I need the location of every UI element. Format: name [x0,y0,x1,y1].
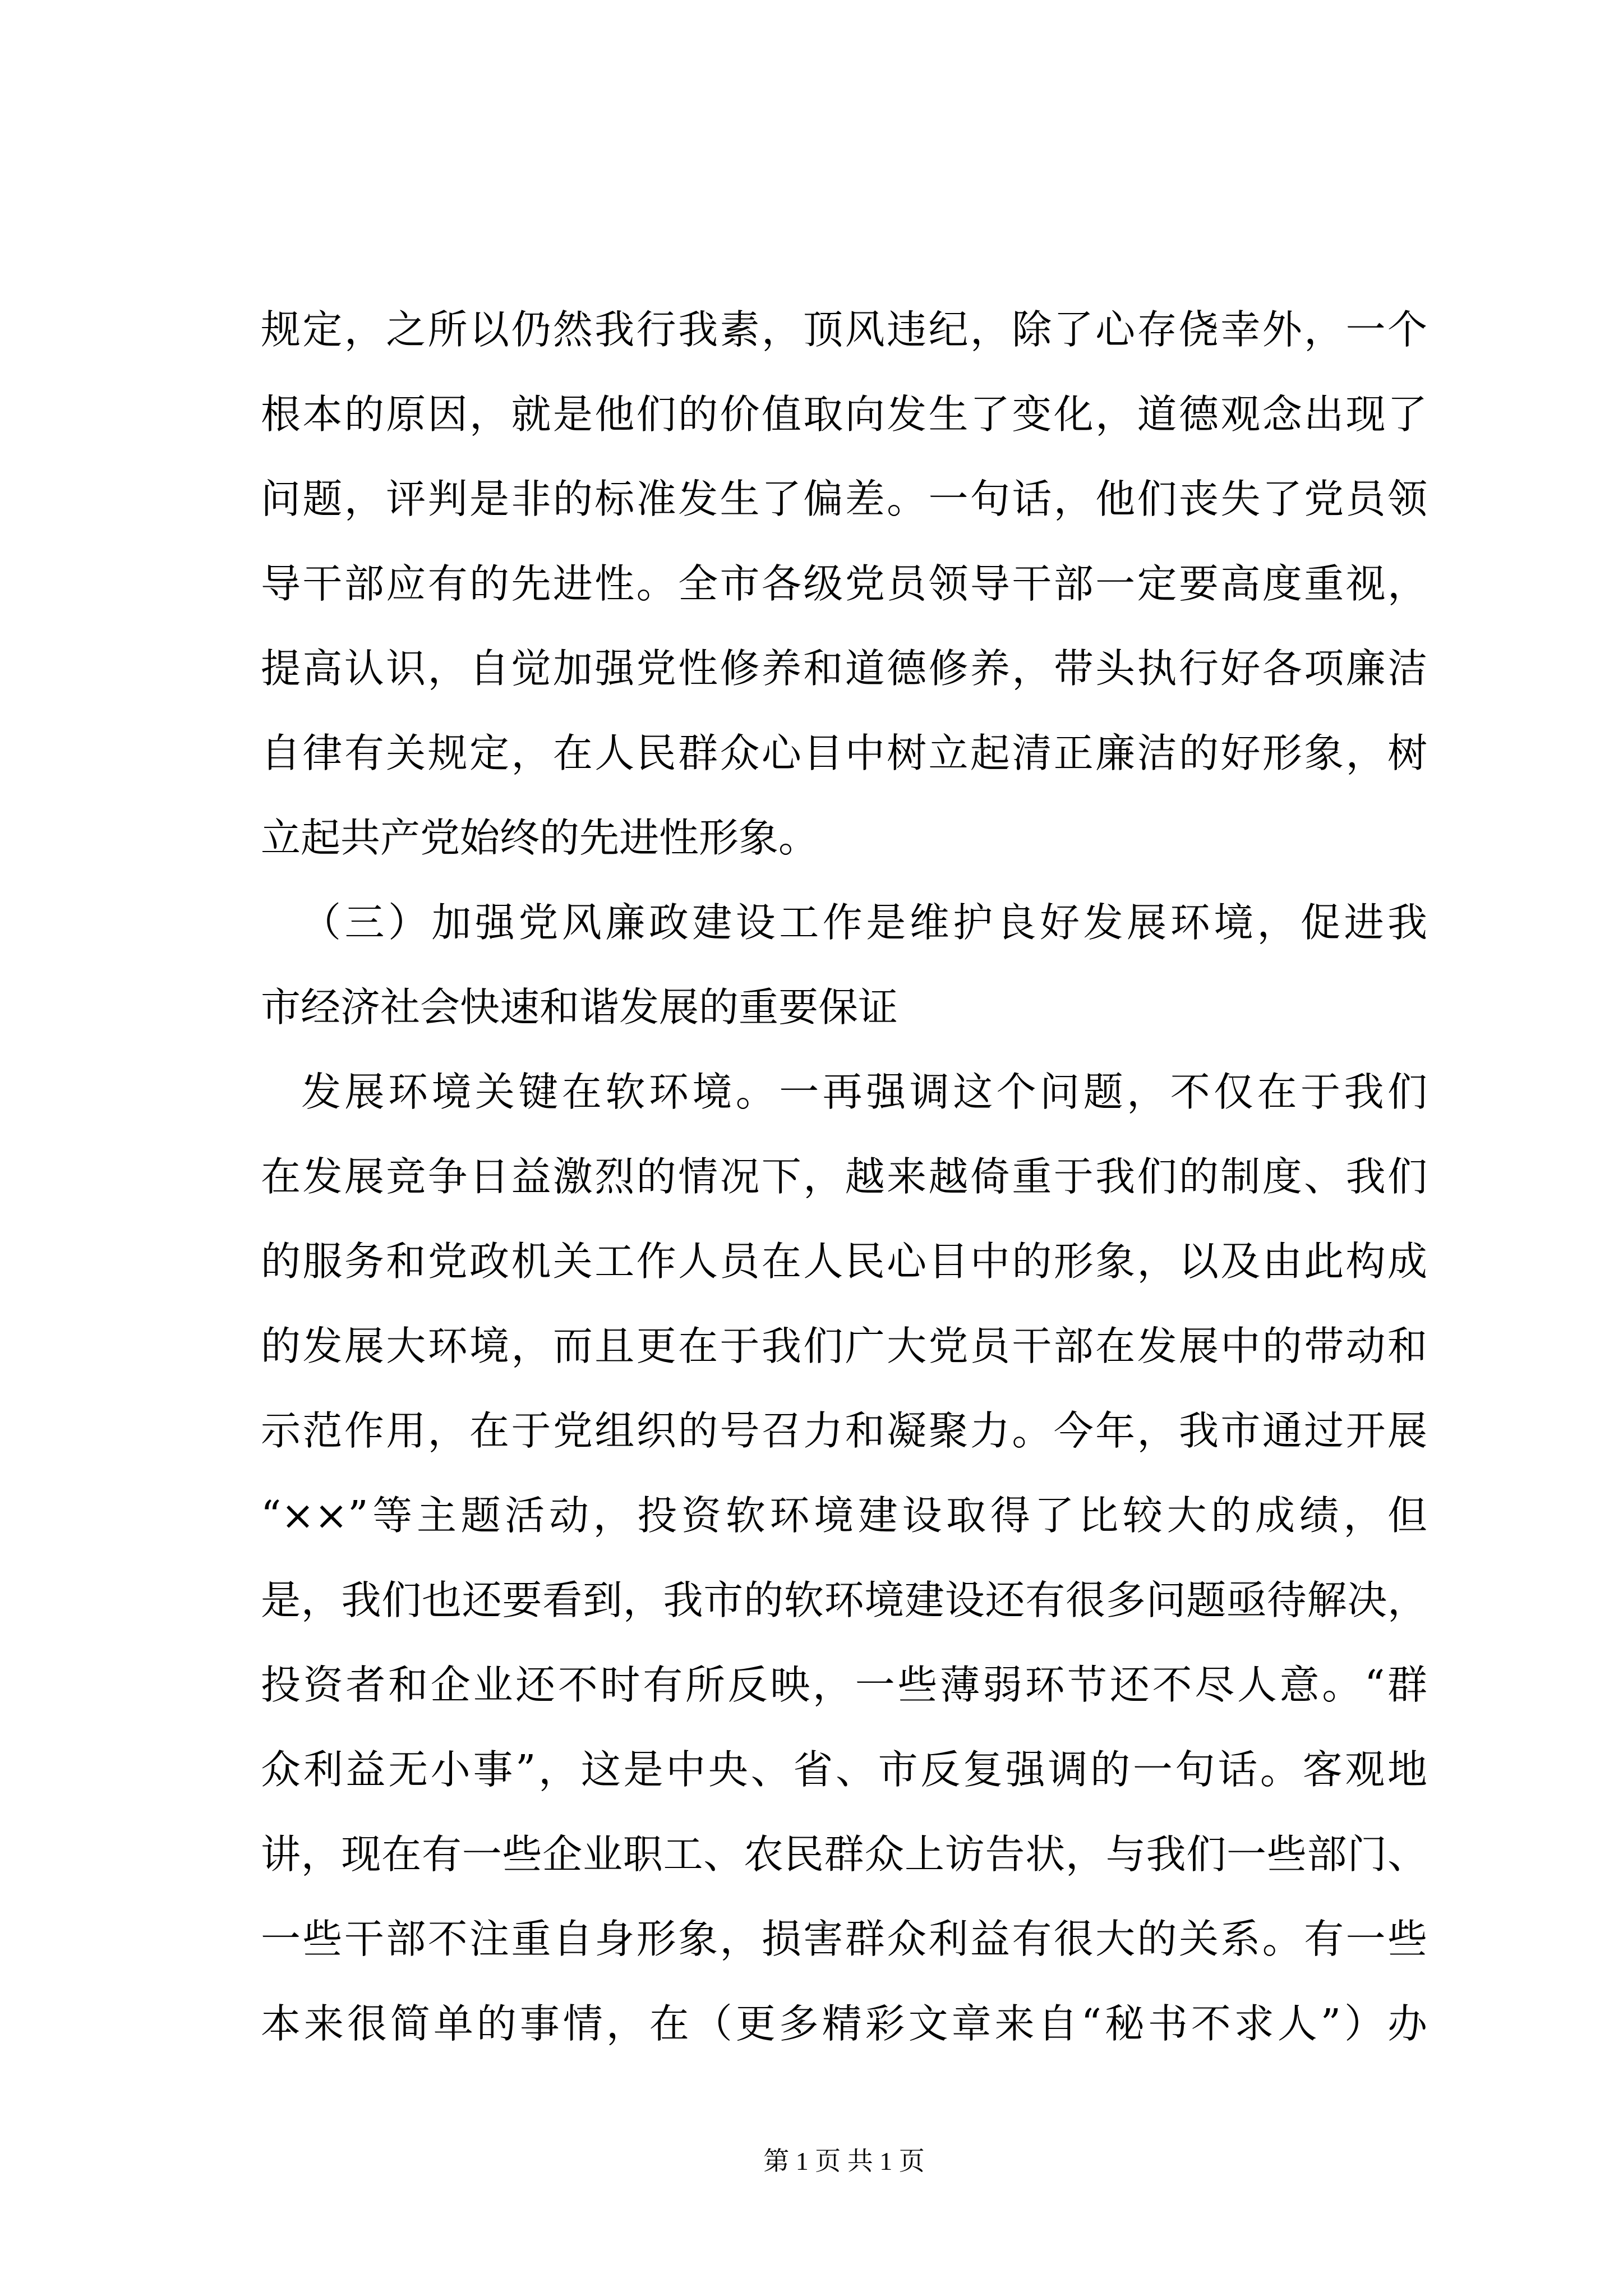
heading-line: （三）加强党风廉政建设工作是维护良好发展环境，促进我 [301,899,1427,946]
page-footer: 第 1 页 共 1 页 [763,2147,925,2175]
text-line: 的服务和党政机关工作人员在人民心目中的形象，以及由此构成 [261,1238,1427,1285]
text-line: 问题，评判是非的标准发生了偏差。一句话，他们丧失了党员领 [261,476,1427,522]
text-line: 讲，现在有一些企业职工、农民群众上访告状，与我们一些部门、 [261,1831,1427,1878]
text-line: 立起共产党始终的先进性形象。 [261,815,819,861]
text-line: 示范作用，在于党组织的号召力和凝聚力。今年，我市通过开展 [261,1407,1427,1454]
text-line: 是，我们也还要看到，我市的软环境建设还有很多问题亟待解决， [261,1577,1427,1623]
text-line: 一些干部不注重自身形象，损害群众利益有很大的关系。有一些 [261,1916,1427,1962]
text-line: 投资者和企业还不时有所反映，一些薄弱环节还不尽人意。“群 [261,1662,1427,1708]
text-line: 自律有关规定，在人民群众心目中树立起清正廉洁的好形象，树 [261,730,1427,776]
text-line: “××”等主题活动，投资软环境建设取得了比较大的成绩，但 [261,1492,1427,1539]
text-line: 本来很简单的事情，在（更多精彩文章来自“秘书不求人”）办 [261,2000,1427,2047]
text-line: 根本的原因，就是他们的价值取向发生了变化，道德观念出现了 [261,391,1427,438]
text-line: 规定，之所以仍然我行我素，顶风违纪，除了心存侥幸外，一个 [261,306,1427,353]
text-line: 导干部应有的先进性。全市各级党员领导干部一定要高度重视， [261,560,1427,607]
text-line: 在发展竞争日益激烈的情况下，越来越倚重于我们的制度、我们 [261,1153,1427,1200]
paragraph-continued [261,287,1427,880]
text-line: 的发展大环境，而且更在于我们广大党员干部在发展中的带动和 [261,1323,1427,1369]
text-line: 提高认识，自觉加强党性修养和道德修养，带头执行好各项廉洁 [261,645,1427,692]
heading-line: 市经济社会快速和谐发展的重要保证 [261,984,898,1030]
document-body [261,287,1427,2066]
text-line: 众利益无小事”，这是中央、省、市反复强调的一句话。客观地 [261,1746,1427,1793]
text-line: 发展环境关键在软环境。一再强调这个问题，不仅在于我们 [301,1069,1427,1115]
section-heading [261,880,1427,1050]
paragraph [261,1050,1427,2066]
